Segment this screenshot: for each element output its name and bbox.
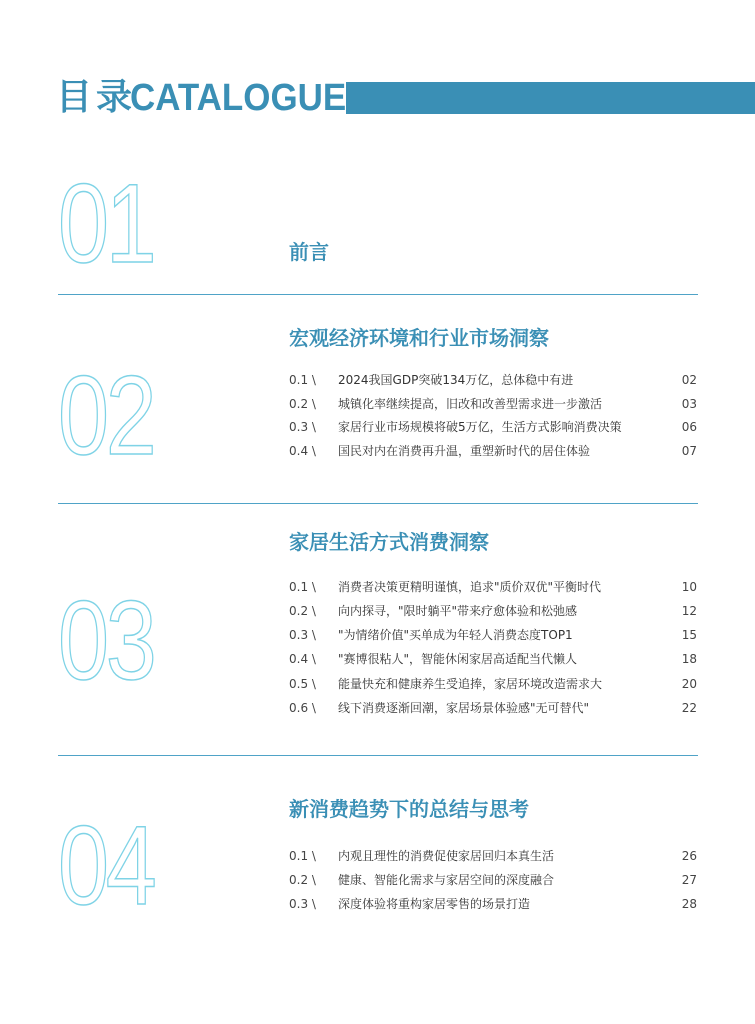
entry-page: 10	[681, 580, 697, 594]
entry-page: 06	[681, 420, 697, 434]
entry-title: 2024我国GDP突破134万亿，总体稳中有进	[338, 373, 574, 387]
entry-number: 0.1 \	[289, 373, 316, 387]
entry-title: 内观且理性的消费促使家居回归本真生活	[338, 849, 555, 863]
entry-number: 0.5 \	[289, 677, 316, 691]
entry-page: 12	[681, 604, 697, 618]
toc-entry[interactable]	[289, 648, 697, 670]
entry-page: 15	[681, 628, 697, 642]
entry-title: 能量快充和健康养生受追捧，家居环境改造需求大	[338, 677, 603, 691]
entry-title: 消费者决策更精明谨慎，追求"质价双优"平衡时代	[338, 580, 602, 594]
section-divider	[58, 755, 698, 756]
entry-number: 0.1 \	[289, 849, 316, 863]
toc-entry[interactable]	[289, 673, 697, 695]
entry-number: 0.2 \	[289, 397, 316, 411]
section-title[interactable]: 家居生活方式消费洞察	[289, 530, 489, 554]
section-number: 02	[58, 353, 154, 478]
entry-title: 线下消费逐渐回潮，家居场景体验感"无可替代"	[338, 701, 590, 715]
entry-number: 0.3 \	[289, 897, 316, 911]
toc-entry[interactable]	[289, 893, 697, 915]
entry-page: 20	[681, 677, 697, 691]
toc-entry[interactable]	[289, 869, 697, 891]
section-number: 03	[58, 578, 154, 703]
entry-title: 向内探寻，"限时躺平"带来疗愈体验和松弛感	[338, 604, 578, 618]
entry-number: 0.2 \	[289, 873, 316, 887]
header-accent-bar	[346, 82, 755, 114]
entry-page: 07	[681, 444, 697, 458]
entry-title: 国民对内在消费再升温，重塑新时代的居住体验	[338, 444, 591, 458]
section-number: 04	[58, 803, 154, 928]
entry-number: 0.4 \	[289, 652, 316, 666]
toc-entry[interactable]	[289, 697, 697, 719]
section-title[interactable]: 前言	[289, 240, 329, 264]
toc-entry[interactable]	[289, 576, 697, 598]
catalogue-title-cn: 目录	[56, 77, 137, 118]
entry-title: 深度体验将重构家居零售的场景打造	[338, 897, 531, 911]
entry-page: 27	[681, 873, 697, 887]
entry-page: 26	[681, 849, 697, 863]
entry-title: "赛博很粘人"，智能休闲家居高适配当代懒人	[338, 652, 578, 666]
entry-number: 0.1 \	[289, 580, 316, 594]
entry-page: 03	[681, 397, 697, 411]
entry-title: 家居行业市场规模将破5万亿，生活方式影响消费决策	[338, 420, 622, 434]
toc-entry[interactable]	[289, 393, 697, 415]
entry-page: 02	[681, 373, 697, 387]
section-divider	[58, 294, 698, 295]
entry-number: 0.6 \	[289, 701, 316, 715]
entry-page: 28	[681, 897, 697, 911]
section-divider	[58, 503, 698, 504]
entry-number: 0.2 \	[289, 604, 316, 618]
toc-entry[interactable]	[289, 416, 697, 438]
entry-number: 0.4 \	[289, 444, 316, 458]
entry-number: 0.3 \	[289, 628, 316, 642]
toc-entry[interactable]	[289, 600, 697, 622]
entry-number: 0.3 \	[289, 420, 316, 434]
entry-page: 18	[681, 652, 697, 666]
entry-title: 城镇化率继续提高，旧改和改善型需求进一步激活	[338, 397, 603, 411]
section-title[interactable]: 宏观经济环境和行业市场洞察	[289, 326, 549, 350]
entry-title: 健康、智能化需求与家居空间的深度融合	[338, 873, 555, 887]
toc-entry[interactable]	[289, 624, 697, 646]
entry-title: "为情绪价值"买单成为年轻人消费态度TOP1	[338, 628, 573, 642]
toc-entry[interactable]	[289, 369, 697, 391]
catalogue-title-en: CATALOGUE	[130, 77, 347, 119]
toc-entry[interactable]	[289, 845, 697, 867]
section-title[interactable]: 新消费趋势下的总结与思考	[289, 797, 529, 821]
section-number: 01	[58, 161, 154, 286]
entry-page: 22	[681, 701, 697, 715]
toc-entry[interactable]	[289, 440, 697, 462]
